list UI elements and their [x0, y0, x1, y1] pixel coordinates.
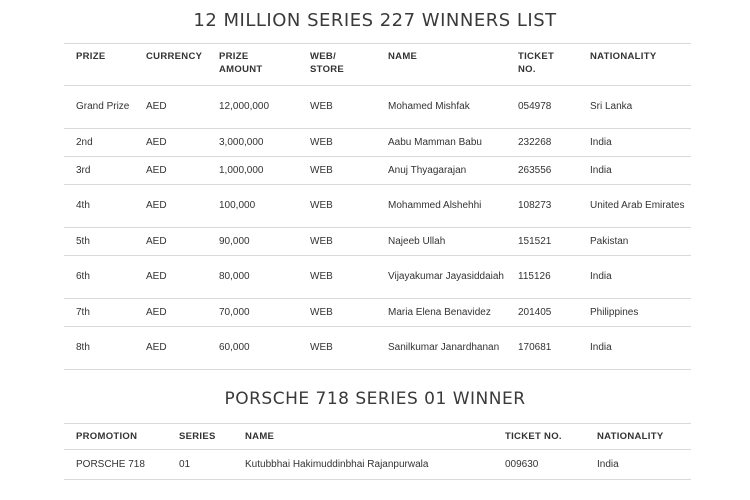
- cell-channel: WEB: [310, 271, 333, 282]
- cell-name: Mohammed Alshehhi: [388, 200, 482, 211]
- header-nationality: NATIONALITY: [597, 431, 664, 442]
- winners-list-title: 12 MILLION SERIES 227 WINNERS LIST: [193, 10, 557, 31]
- cell-prize: 8th: [76, 342, 90, 353]
- cell-nationality: India: [597, 458, 619, 470]
- header-web-store-line1: WEB/: [310, 51, 337, 62]
- cell-prize: 5th: [76, 235, 90, 247]
- cell-currency: AED: [146, 306, 167, 318]
- cell-currency: AED: [146, 342, 167, 353]
- cell-amount: 70,000: [219, 306, 250, 318]
- cell-prize: 2nd: [76, 136, 93, 148]
- header-prize-amount: [207, 44, 298, 86]
- cell-promotion: PORSCHE 718: [76, 458, 145, 470]
- table-row: [64, 256, 691, 299]
- cell-amount: 3,000,000: [219, 136, 264, 148]
- header-web-store-line2: STORE: [310, 64, 345, 75]
- cell-nationality: Pakistan: [590, 235, 629, 247]
- cell-nationality: United Arab Emirates: [590, 200, 685, 211]
- header-name: NAME: [388, 51, 418, 62]
- cell-prize: 3rd: [76, 164, 91, 176]
- cell-currency: AED: [146, 235, 167, 247]
- cell-ticket: 009630: [505, 458, 539, 470]
- cell-currency: AED: [146, 271, 167, 282]
- cell-name: Najeeb Ullah: [388, 235, 446, 247]
- cell-ticket: 151521: [518, 235, 552, 247]
- cell-ticket: 170681: [518, 342, 552, 353]
- cell-ticket: 108273: [518, 200, 552, 211]
- cell-name: Kutubbhai Hakimuddinbhai Rajanpurwala: [245, 458, 429, 470]
- cell-ticket: 232268: [518, 136, 552, 148]
- table-row: [64, 299, 691, 327]
- header-ticket-no-line1: TICKET: [518, 51, 555, 62]
- table-row: [64, 450, 691, 480]
- cell-prize: 7th: [76, 306, 90, 318]
- table-row: [64, 157, 691, 185]
- header-promotion: PROMOTION: [76, 431, 138, 442]
- cell-name: Anuj Thyagarajan: [388, 164, 467, 176]
- table-row: [64, 327, 691, 370]
- header-web-store: [298, 44, 376, 86]
- cell-channel: WEB: [310, 342, 333, 353]
- cell-channel: WEB: [310, 101, 333, 112]
- cell-currency: AED: [146, 200, 167, 211]
- cell-nationality: India: [590, 136, 612, 148]
- cell-ticket: 263556: [518, 164, 552, 176]
- cell-nationality: Philippines: [590, 306, 639, 318]
- porsche-winner-title: PORSCHE 718 SERIES 01 WINNER: [224, 389, 526, 409]
- cell-ticket: 115126: [518, 271, 551, 282]
- cell-amount: 100,000: [219, 200, 256, 211]
- cell-channel: WEB: [310, 235, 333, 247]
- cell-nationality: India: [590, 271, 612, 282]
- cell-amount: 80,000: [219, 271, 250, 282]
- cell-prize: Grand Prize: [76, 101, 130, 112]
- porsche-table-header: [64, 424, 691, 450]
- header-ticket-no-line2: NO.: [518, 64, 536, 75]
- cell-ticket: 054978: [518, 101, 552, 112]
- cell-currency: AED: [146, 136, 167, 148]
- cell-name: Vijayakumar Jayasiddaiah: [388, 271, 504, 282]
- cell-series: 01: [179, 458, 191, 470]
- cell-currency: AED: [146, 101, 167, 112]
- cell-amount: 60,000: [219, 342, 250, 353]
- cell-prize: 4th: [76, 200, 90, 211]
- cell-nationality: Sri Lanka: [590, 101, 633, 112]
- table-row: [64, 228, 691, 256]
- porsche-winner-table: [64, 423, 691, 480]
- cell-amount: 1,000,000: [219, 164, 264, 176]
- cell-amount: 12,000,000: [219, 101, 270, 112]
- header-ticket-no: [506, 44, 578, 86]
- header-prize: PRIZE: [76, 51, 106, 62]
- header-series: SERIES: [179, 431, 216, 442]
- header-prize-amount-line1: PRIZE: [219, 51, 249, 62]
- winners-table: [64, 43, 691, 370]
- header-prize-amount-line2: AMOUNT: [219, 64, 263, 75]
- cell-name: Mohamed Mishfak: [388, 101, 470, 112]
- cell-prize: 6th: [76, 271, 90, 282]
- winners-table-header: [64, 44, 691, 86]
- cell-nationality: India: [590, 164, 612, 176]
- cell-currency: AED: [146, 164, 167, 176]
- table-row: [64, 185, 691, 228]
- header-currency: CURRENCY: [146, 51, 203, 62]
- header-ticket-no: TICKET NO.: [505, 431, 562, 442]
- table-row: [64, 86, 691, 129]
- cell-amount: 90,000: [219, 235, 250, 247]
- cell-name: Maria Elena Benavidez: [388, 306, 491, 318]
- table-row: [64, 129, 691, 157]
- cell-channel: WEB: [310, 164, 333, 176]
- cell-nationality: India: [590, 342, 612, 353]
- cell-channel: WEB: [310, 136, 333, 148]
- header-nationality: NATIONALITY: [590, 51, 657, 62]
- cell-channel: WEB: [310, 306, 333, 318]
- cell-channel: WEB: [310, 200, 333, 211]
- cell-name: Sanilkumar Janardhanan: [388, 342, 500, 353]
- cell-ticket: 201405: [518, 306, 552, 318]
- cell-name: Aabu Mamman Babu: [388, 136, 482, 148]
- header-name: NAME: [245, 431, 275, 442]
